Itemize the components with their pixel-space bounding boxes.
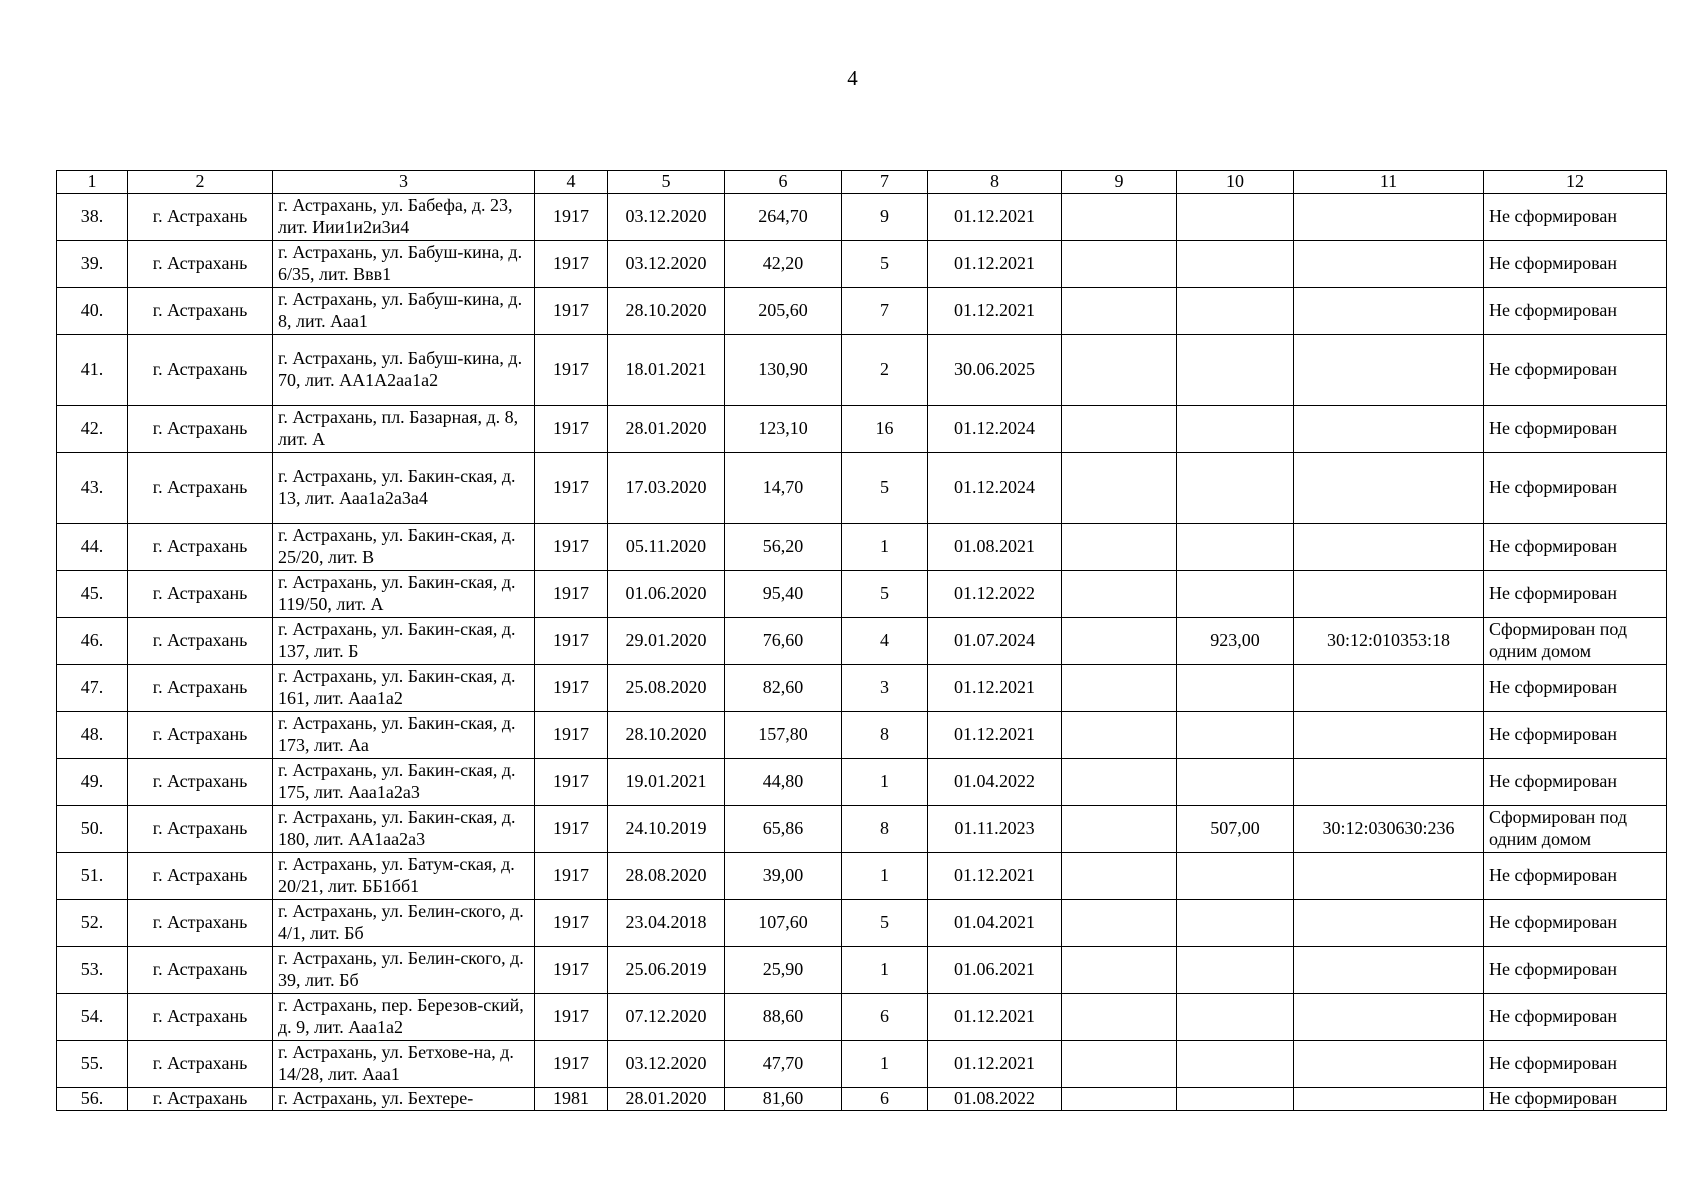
- land-area-cell: [1177, 335, 1294, 406]
- column-9-cell: [1062, 406, 1177, 453]
- row-number: 42.: [57, 406, 128, 453]
- table-row: [57, 759, 1667, 806]
- year-cell: 1917: [535, 406, 608, 453]
- year-cell: 1917: [535, 241, 608, 288]
- column-9-cell: [1062, 288, 1177, 335]
- count-cell: 9: [842, 194, 928, 241]
- row-number: 45.: [57, 571, 128, 618]
- column-9-cell: [1062, 900, 1177, 947]
- count-cell: 4: [842, 618, 928, 665]
- column-9-cell: [1062, 806, 1177, 853]
- deadline-cell: 01.12.2021: [928, 288, 1062, 335]
- area-cell: 157,80: [725, 712, 842, 759]
- cadastral-number-cell: [1294, 406, 1484, 453]
- column-9-cell: [1062, 853, 1177, 900]
- date-cell: 28.10.2020: [608, 288, 725, 335]
- column-header: 12: [1484, 171, 1667, 194]
- cadastral-number-cell: 30:12:030630:236: [1294, 806, 1484, 853]
- count-cell: 1: [842, 947, 928, 994]
- deadline-cell: 30.06.2025: [928, 335, 1062, 406]
- land-area-cell: [1177, 759, 1294, 806]
- column-header: 11: [1294, 171, 1484, 194]
- city-cell: г. Астрахань: [128, 241, 273, 288]
- count-cell: 8: [842, 712, 928, 759]
- column-9-cell: [1062, 1088, 1177, 1111]
- column-header: 10: [1177, 171, 1294, 194]
- row-number: 39.: [57, 241, 128, 288]
- year-cell: 1917: [535, 524, 608, 571]
- address-cell: г. Астрахань, ул. Бабуш-кина, д. 8, лит. Ааа1: [273, 288, 535, 335]
- address-cell: г. Астрахань, ул. Белин-ского, д. 4/1, лит. Бб: [273, 900, 535, 947]
- area-cell: 264,70: [725, 194, 842, 241]
- status-cell: Сформирован под одним домом: [1484, 618, 1667, 665]
- column-9-cell: [1062, 994, 1177, 1041]
- cadastral-number-cell: [1294, 288, 1484, 335]
- date-cell: 18.01.2021: [608, 335, 725, 406]
- year-cell: 1917: [535, 665, 608, 712]
- land-area-cell: [1177, 194, 1294, 241]
- cadastral-number-cell: [1294, 571, 1484, 618]
- city-cell: г. Астрахань: [128, 806, 273, 853]
- area-cell: 39,00: [725, 853, 842, 900]
- table-row: [57, 241, 1667, 288]
- row-number: 40.: [57, 288, 128, 335]
- table-row: [57, 524, 1667, 571]
- deadline-cell: 01.08.2022: [928, 1088, 1062, 1111]
- year-cell: 1917: [535, 335, 608, 406]
- address-cell: г. Астрахань, ул. Белин-ского, д. 39, лит. Бб: [273, 947, 535, 994]
- cadastral-number-cell: 30:12:010353:18: [1294, 618, 1484, 665]
- area-cell: 76,60: [725, 618, 842, 665]
- address-cell: г. Астрахань, ул. Бакин-ская, д. 161, лит. Ааа1а2: [273, 665, 535, 712]
- year-cell: 1917: [535, 194, 608, 241]
- area-cell: 107,60: [725, 900, 842, 947]
- row-number: 47.: [57, 665, 128, 712]
- area-cell: 44,80: [725, 759, 842, 806]
- date-cell: 23.04.2018: [608, 900, 725, 947]
- address-cell: г. Астрахань, ул. Бакин-ская, д. 25/20, лит. В: [273, 524, 535, 571]
- year-cell: 1917: [535, 759, 608, 806]
- table-row: [57, 665, 1667, 712]
- count-cell: 3: [842, 665, 928, 712]
- address-cell: г. Астрахань, ул. Бакин-ская, д. 119/50, лит. А: [273, 571, 535, 618]
- city-cell: г. Астрахань: [128, 665, 273, 712]
- land-area-cell: [1177, 665, 1294, 712]
- count-cell: 6: [842, 994, 928, 1041]
- land-area-cell: [1177, 712, 1294, 759]
- deadline-cell: 01.06.2021: [928, 947, 1062, 994]
- city-cell: г. Астрахань: [128, 618, 273, 665]
- land-area-cell: [1177, 1088, 1294, 1111]
- status-cell: Сформирован под одним домом: [1484, 806, 1667, 853]
- table-row: [57, 1041, 1667, 1088]
- date-cell: 28.01.2020: [608, 406, 725, 453]
- city-cell: г. Астрахань: [128, 712, 273, 759]
- city-cell: г. Астрахань: [128, 406, 273, 453]
- table-row: [57, 335, 1667, 406]
- deadline-cell: 01.12.2021: [928, 194, 1062, 241]
- land-area-cell: [1177, 524, 1294, 571]
- cadastral-number-cell: [1294, 524, 1484, 571]
- column-header: 4: [535, 171, 608, 194]
- city-cell: г. Астрахань: [128, 759, 273, 806]
- status-cell: Не сформирован: [1484, 994, 1667, 1041]
- column-header: 2: [128, 171, 273, 194]
- cadastral-number-cell: [1294, 241, 1484, 288]
- column-header: 3: [273, 171, 535, 194]
- column-header: 5: [608, 171, 725, 194]
- status-cell: Не сформирован: [1484, 712, 1667, 759]
- table-body: [57, 194, 1667, 1111]
- address-cell: г. Астрахань, пл. Базарная, д. 8, лит. А: [273, 406, 535, 453]
- year-cell: 1917: [535, 618, 608, 665]
- row-number: 38.: [57, 194, 128, 241]
- city-cell: г. Астрахань: [128, 1088, 273, 1111]
- status-cell: Не сформирован: [1484, 759, 1667, 806]
- address-cell: г. Астрахань, ул. Бетхове-на, д. 14/28, лит. Ааа1: [273, 1041, 535, 1088]
- header-row: [57, 171, 1667, 194]
- column-9-cell: [1062, 571, 1177, 618]
- cadastral-number-cell: [1294, 1041, 1484, 1088]
- table-row: [57, 453, 1667, 524]
- land-area-cell: [1177, 288, 1294, 335]
- land-area-cell: [1177, 853, 1294, 900]
- land-area-cell: [1177, 571, 1294, 618]
- count-cell: 5: [842, 571, 928, 618]
- city-cell: г. Астрахань: [128, 453, 273, 524]
- date-cell: 03.12.2020: [608, 194, 725, 241]
- cadastral-number-cell: [1294, 453, 1484, 524]
- row-number: 54.: [57, 994, 128, 1041]
- status-cell: Не сформирован: [1484, 1088, 1667, 1111]
- row-number: 53.: [57, 947, 128, 994]
- column-9-cell: [1062, 759, 1177, 806]
- table-row: [57, 806, 1667, 853]
- cadastral-number-cell: [1294, 900, 1484, 947]
- status-cell: Не сформирован: [1484, 453, 1667, 524]
- year-cell: 1917: [535, 288, 608, 335]
- row-number: 55.: [57, 1041, 128, 1088]
- row-number: 49.: [57, 759, 128, 806]
- area-cell: 65,86: [725, 806, 842, 853]
- cadastral-number-cell: [1294, 759, 1484, 806]
- table-row: [57, 900, 1667, 947]
- city-cell: г. Астрахань: [128, 994, 273, 1041]
- column-header: 6: [725, 171, 842, 194]
- deadline-cell: 01.12.2021: [928, 1041, 1062, 1088]
- year-cell: 1917: [535, 900, 608, 947]
- table-row: [57, 406, 1667, 453]
- status-cell: Не сформирован: [1484, 406, 1667, 453]
- area-cell: 14,70: [725, 453, 842, 524]
- housing-register-table: [56, 170, 1667, 1111]
- city-cell: г. Астрахань: [128, 900, 273, 947]
- status-cell: Не сформирован: [1484, 665, 1667, 712]
- count-cell: 6: [842, 1088, 928, 1111]
- table-row: [57, 1088, 1667, 1111]
- column-9-cell: [1062, 947, 1177, 994]
- count-cell: 2: [842, 335, 928, 406]
- cadastral-number-cell: [1294, 712, 1484, 759]
- date-cell: 01.06.2020: [608, 571, 725, 618]
- address-cell: г. Астрахань, ул. Бехтере-: [273, 1088, 535, 1111]
- deadline-cell: 01.12.2024: [928, 406, 1062, 453]
- date-cell: 28.01.2020: [608, 1088, 725, 1111]
- deadline-cell: 01.12.2021: [928, 665, 1062, 712]
- area-cell: 130,90: [725, 335, 842, 406]
- column-9-cell: [1062, 1041, 1177, 1088]
- cadastral-number-cell: [1294, 194, 1484, 241]
- status-cell: Не сформирован: [1484, 288, 1667, 335]
- area-cell: 205,60: [725, 288, 842, 335]
- date-cell: 17.03.2020: [608, 453, 725, 524]
- row-number: 56.: [57, 1088, 128, 1111]
- row-number: 52.: [57, 900, 128, 947]
- date-cell: 25.08.2020: [608, 665, 725, 712]
- address-cell: г. Астрахань, ул. Бакин-ская, д. 180, лит. АА1аа2а3: [273, 806, 535, 853]
- table-row: [57, 288, 1667, 335]
- count-cell: 5: [842, 900, 928, 947]
- year-cell: 1917: [535, 853, 608, 900]
- count-cell: 1: [842, 524, 928, 571]
- row-number: 51.: [57, 853, 128, 900]
- year-cell: 1917: [535, 571, 608, 618]
- status-cell: Не сформирован: [1484, 524, 1667, 571]
- count-cell: 8: [842, 806, 928, 853]
- count-cell: 5: [842, 241, 928, 288]
- column-header: 9: [1062, 171, 1177, 194]
- city-cell: г. Астрахань: [128, 853, 273, 900]
- column-9-cell: [1062, 524, 1177, 571]
- cadastral-number-cell: [1294, 665, 1484, 712]
- year-cell: 1917: [535, 806, 608, 853]
- count-cell: 1: [842, 853, 928, 900]
- land-area-cell: [1177, 947, 1294, 994]
- row-number: 46.: [57, 618, 128, 665]
- area-cell: 47,70: [725, 1041, 842, 1088]
- deadline-cell: 01.12.2021: [928, 853, 1062, 900]
- address-cell: г. Астрахань, ул. Бакин-ская, д. 175, лит. Ааа1а2а3: [273, 759, 535, 806]
- cadastral-number-cell: [1294, 335, 1484, 406]
- column-header: 7: [842, 171, 928, 194]
- deadline-cell: 01.12.2021: [928, 241, 1062, 288]
- date-cell: 19.01.2021: [608, 759, 725, 806]
- status-cell: Не сформирован: [1484, 853, 1667, 900]
- area-cell: 88,60: [725, 994, 842, 1041]
- year-cell: 1917: [535, 1041, 608, 1088]
- city-cell: г. Астрахань: [128, 524, 273, 571]
- row-number: 50.: [57, 806, 128, 853]
- table-row: [57, 712, 1667, 759]
- address-cell: г. Астрахань, ул. Бакин-ская, д. 137, лит. Б: [273, 618, 535, 665]
- date-cell: 28.08.2020: [608, 853, 725, 900]
- status-cell: Не сформирован: [1484, 194, 1667, 241]
- column-9-cell: [1062, 453, 1177, 524]
- deadline-cell: 01.12.2024: [928, 453, 1062, 524]
- count-cell: 1: [842, 759, 928, 806]
- column-9-cell: [1062, 194, 1177, 241]
- page-number: 4: [847, 66, 858, 90]
- column-9-cell: [1062, 618, 1177, 665]
- table-row: [57, 853, 1667, 900]
- cadastral-number-cell: [1294, 853, 1484, 900]
- deadline-cell: 01.08.2021: [928, 524, 1062, 571]
- land-area-cell: [1177, 994, 1294, 1041]
- address-cell: г. Астрахань, ул. Бакин-ская, д. 13, лит. Ааа1а2а3а4: [273, 453, 535, 524]
- area-cell: 81,60: [725, 1088, 842, 1111]
- area-cell: 56,20: [725, 524, 842, 571]
- address-cell: г. Астрахань, ул. Батум-ская, д. 20/21, лит. ББ1бб1: [273, 853, 535, 900]
- address-cell: г. Астрахань, пер. Березов-ский, д. 9, лит. Ааа1а2: [273, 994, 535, 1041]
- cadastral-number-cell: [1294, 1088, 1484, 1111]
- date-cell: 29.01.2020: [608, 618, 725, 665]
- land-area-cell: [1177, 241, 1294, 288]
- address-cell: г. Астрахань, ул. Бабуш-кина, д. 6/35, лит. Ввв1: [273, 241, 535, 288]
- deadline-cell: 01.12.2022: [928, 571, 1062, 618]
- row-number: 44.: [57, 524, 128, 571]
- status-cell: Не сформирован: [1484, 241, 1667, 288]
- deadline-cell: 01.07.2024: [928, 618, 1062, 665]
- land-area-cell: [1177, 406, 1294, 453]
- deadline-cell: 01.12.2021: [928, 712, 1062, 759]
- city-cell: г. Астрахань: [128, 947, 273, 994]
- status-cell: Не сформирован: [1484, 1041, 1667, 1088]
- table-row: [57, 618, 1667, 665]
- year-cell: 1917: [535, 712, 608, 759]
- land-area-cell: [1177, 453, 1294, 524]
- date-cell: 05.11.2020: [608, 524, 725, 571]
- row-number: 48.: [57, 712, 128, 759]
- column-9-cell: [1062, 241, 1177, 288]
- count-cell: 1: [842, 1041, 928, 1088]
- table-row: [57, 194, 1667, 241]
- status-cell: Не сформирован: [1484, 900, 1667, 947]
- deadline-cell: 01.04.2021: [928, 900, 1062, 947]
- address-cell: г. Астрахань, ул. Бабефа, д. 23, лит. Иии1и2и3и4: [273, 194, 535, 241]
- land-area-cell: [1177, 900, 1294, 947]
- column-header: 8: [928, 171, 1062, 194]
- column-9-cell: [1062, 335, 1177, 406]
- city-cell: г. Астрахань: [128, 335, 273, 406]
- count-cell: 16: [842, 406, 928, 453]
- column-9-cell: [1062, 712, 1177, 759]
- city-cell: г. Астрахань: [128, 288, 273, 335]
- date-cell: 03.12.2020: [608, 1041, 725, 1088]
- city-cell: г. Астрахань: [128, 194, 273, 241]
- area-cell: 25,90: [725, 947, 842, 994]
- column-header: 1: [57, 171, 128, 194]
- count-cell: 7: [842, 288, 928, 335]
- area-cell: 95,40: [725, 571, 842, 618]
- cadastral-number-cell: [1294, 994, 1484, 1041]
- date-cell: 07.12.2020: [608, 994, 725, 1041]
- date-cell: 28.10.2020: [608, 712, 725, 759]
- area-cell: 123,10: [725, 406, 842, 453]
- count-cell: 5: [842, 453, 928, 524]
- city-cell: г. Астрахань: [128, 571, 273, 618]
- address-cell: г. Астрахань, ул. Бабуш-кина, д. 70, лит. АА1А2аа1а2: [273, 335, 535, 406]
- year-cell: 1917: [535, 994, 608, 1041]
- row-number: 43.: [57, 453, 128, 524]
- status-cell: Не сформирован: [1484, 571, 1667, 618]
- year-cell: 1917: [535, 453, 608, 524]
- table-row: [57, 947, 1667, 994]
- year-cell: 1981: [535, 1088, 608, 1111]
- address-cell: г. Астрахань, ул. Бакин-ская, д. 173, лит. Аа: [273, 712, 535, 759]
- deadline-cell: 01.12.2021: [928, 994, 1062, 1041]
- cadastral-number-cell: [1294, 947, 1484, 994]
- table-row: [57, 994, 1667, 1041]
- deadline-cell: 01.11.2023: [928, 806, 1062, 853]
- land-area-cell: [1177, 1041, 1294, 1088]
- area-cell: 42,20: [725, 241, 842, 288]
- table-row: [57, 571, 1667, 618]
- date-cell: 24.10.2019: [608, 806, 725, 853]
- date-cell: 25.06.2019: [608, 947, 725, 994]
- deadline-cell: 01.04.2022: [928, 759, 1062, 806]
- date-cell: 03.12.2020: [608, 241, 725, 288]
- land-area-cell: 923,00: [1177, 618, 1294, 665]
- city-cell: г. Астрахань: [128, 1041, 273, 1088]
- row-number: 41.: [57, 335, 128, 406]
- status-cell: Не сформирован: [1484, 335, 1667, 406]
- column-9-cell: [1062, 665, 1177, 712]
- status-cell: Не сформирован: [1484, 947, 1667, 994]
- year-cell: 1917: [535, 947, 608, 994]
- area-cell: 82,60: [725, 665, 842, 712]
- land-area-cell: 507,00: [1177, 806, 1294, 853]
